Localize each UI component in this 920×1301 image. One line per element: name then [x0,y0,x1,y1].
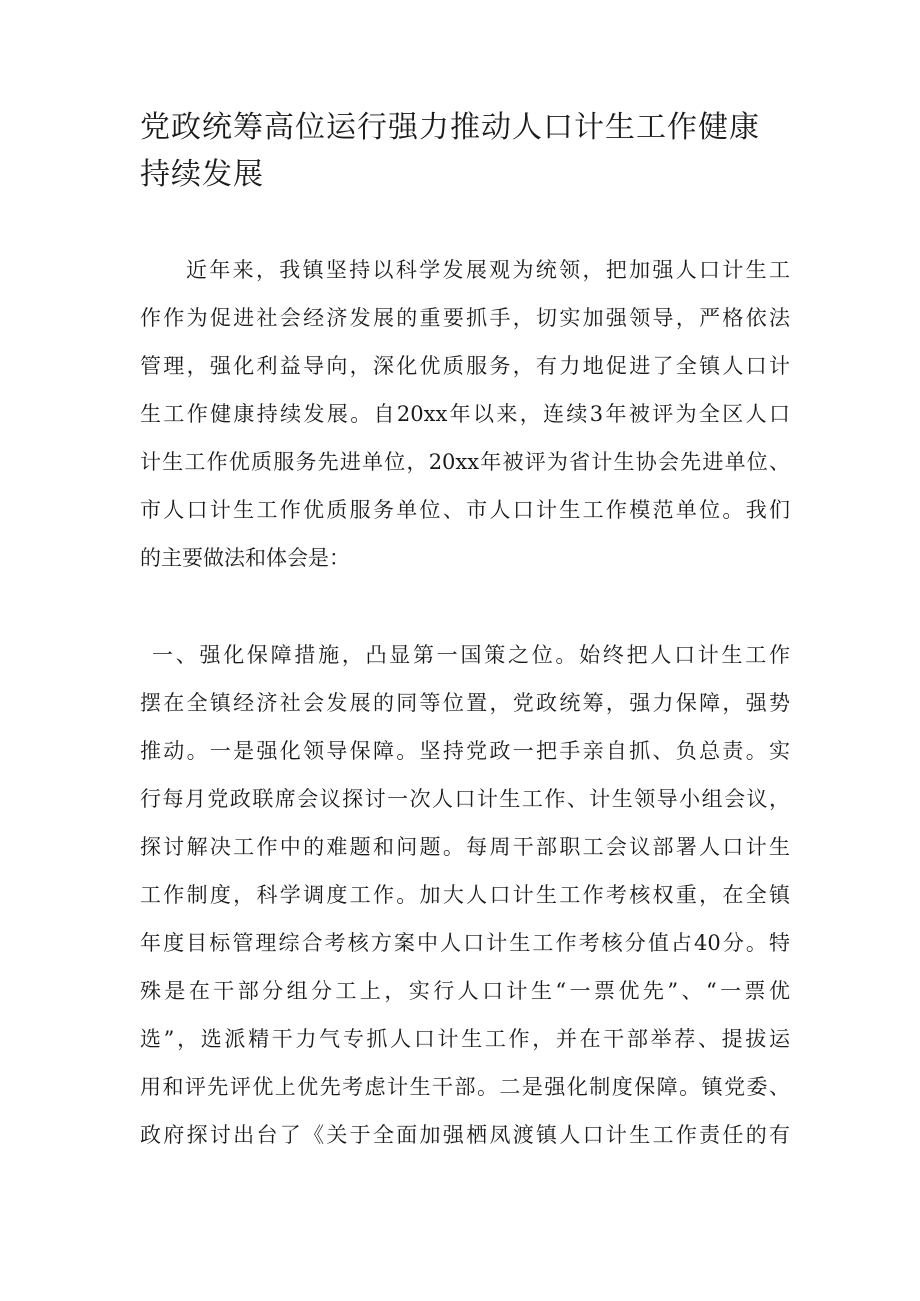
paragraph-line: 市人口计生工作优质服务单位、市人口计生工作模范单位。我们 [140,498,790,522]
paragraph-line: 管理，强化利益导向，深化优质服务，有力地促进了全镇人口计 [140,354,790,378]
paragraph-line: 计生工作优质服务先进单位，20xx年被评为省计生协会先进单位、 [140,450,790,474]
paragraph-line: 殊是在干部分组分工上，实行人口计生“一票优先”、“一票优 [140,979,790,1003]
paragraph-line: 的主要做法和体会是： [140,546,350,570]
title-line: 党政统筹高位运行强力推动人口计生工作健康 [140,110,760,145]
paragraph-line: 行每月党政联席会议探讨一次人口计生工作、计生领导小组会议， [140,787,790,811]
paragraph-section-one [140,631,790,1159]
paragraph-line: 工作制度，科学调度工作。加大人口计生工作考核权重，在全镇 [140,883,790,907]
paragraph-line: 探讨解决工作中的难题和问题。每周干部职工会议部署人口计生 [140,835,790,859]
paragraph-line: 生工作健康持续发展。自20xx年以来，连续3年被评为全区人口 [140,402,790,426]
paragraph-intro [140,246,790,582]
paragraph-line: 一、强化保障措施，凸显第一国策之位。始终把人口计生工作 [152,643,790,667]
paragraph-line: 推动。一是强化领导保障。坚持党政一把手亲自抓、负总责。实 [140,739,790,763]
paragraph-line: 用和评先评优上优先考虑计生干部。二是强化制度保障。镇党委、 [140,1075,790,1099]
paragraph-line: 政府探讨出台了《关于全面加强栖凤渡镇人口计生工作责任的有 [140,1123,790,1147]
paragraph-line: 选”，选派精干力气专抓人口计生工作，并在干部举荐、提拔运 [140,1027,790,1051]
paragraph-line: 摆在全镇经济社会发展的同等位置，党政统筹，强力保障，强势 [140,691,790,715]
paragraph-line: 年度目标管理综合考核方案中人口计生工作考核分值占40分。特 [140,931,790,955]
paragraph-line: 作作为促进社会经济发展的重要抓手，切实加强领导，严格依法 [140,306,790,330]
title-line: 持续发展 [140,157,264,192]
paragraph-line: 近年来，我镇坚持以科学发展观为统领，把加强人口计生工 [186,258,790,282]
document-title [140,104,800,198]
